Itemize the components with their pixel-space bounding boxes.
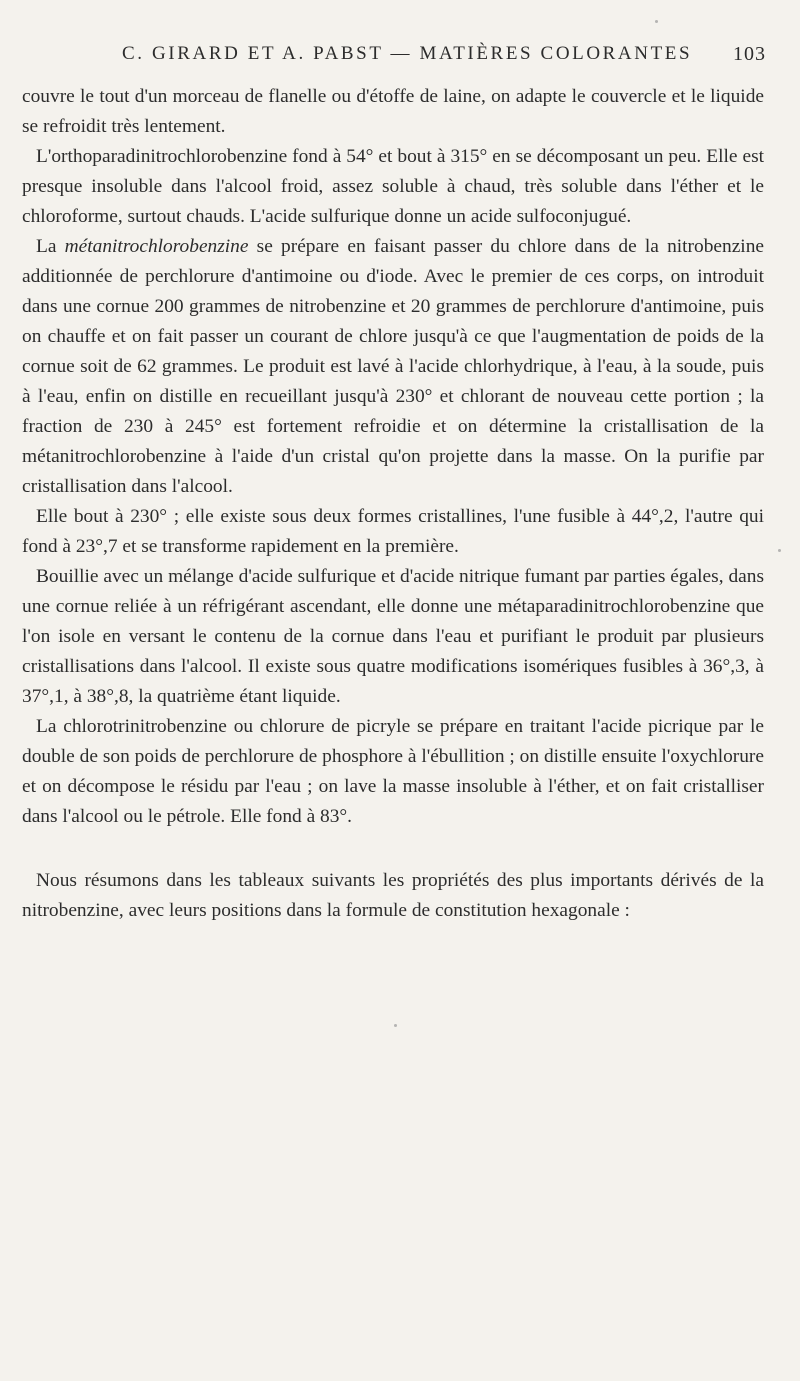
paragraph-metanitrochlorobenzine-preparation (22, 232, 764, 502)
compound-name-italic: métanitrochlorobenzine (64, 236, 249, 257)
paper-speck (655, 20, 658, 23)
paragraph-rest: se prépare en faisant passer du chlore dans de la nitrobenzine additionnée de perchlorure d'antimoine ou d'iode. Avec le premier de ces corps, on introduit dans une cornue 200 grammes de nitrobenzine et 20 grammes de perchlorure d'antimoine, puis on chauffe et on fait passer un courant de chlore jusqu'à ce que l'augmentation de poids de la cornue soit de 62 grammes. Le produit est lavé à l'acide chlorhydrique, à l'eau, à la soude, puis à l'eau, enfin on distille en recueillant jusqu'à 230° et chlorant de nouveau cette portion ; la fraction de 230 à 245° est fortement refroidie et on détermine la cristallisation de la métanitrochlorobenzine à l'aide d'un cristal qu'on projette dans la masse. On la purifie par cristallisation dans l'alcool. (22, 236, 764, 497)
paragraph-summary: Nous résumons dans les tableaux suivants les propriétés des plus importants dérivés de la nitrobenzine, avec leurs positions dans la formule de constitution hexagonale : (22, 870, 764, 921)
body-text (22, 82, 764, 926)
page-number: 103 (733, 43, 766, 65)
paragraph-nitration: Bouillie avec un mélange d'acide sulfurique et d'acide nitrique fumant par parties égales, dans une cornue reliée à un réfrigérant ascendant, elle donne une métaparadinitrochlorobenzine que l'on isole en versant le contenu de la cornue dans l'eau et purifiant le produit par plusieurs cristallisations dans l'alcool. Il existe sous quatre modifications isomériques fusibles à 36°,3, à 37°,1, à 38°,8, la quatrième étant liquide. (22, 566, 764, 707)
running-title: C. GIRARD ET A. PABST — MATIÈRES COLORANTES (122, 43, 693, 64)
paragraph-lead: La (36, 236, 65, 257)
paragraph-boiling-point: Elle bout à 230° ; elle existe sous deux formes cristallines, l'une fusible à 44°,2, l'autre qui fond à 23°,7 et se transforme rapidement en la première. (22, 506, 764, 557)
running-header (22, 43, 766, 73)
paragraph-continuation: couvre le tout d'un morceau de flanelle ou d'étoffe de laine, on adapte le couvercle et le liquide se refroidit très lentement. (22, 86, 764, 137)
paragraph-picryl-chloride: La chlorotrinitrobenzine ou chlorure de picryle se prépare en traitant l'acide picrique par le double de son poids de perchlorure de phosphore à l'ébullition ; on distille ensuite l'oxychlorure et on décompose le résidu par l'eau ; on lave la masse insoluble à l'éther, et on fait cristalliser dans l'alcool ou le pétrole. Elle fond à 83°. (22, 716, 764, 827)
paper-speck (394, 1024, 397, 1027)
paper-speck (778, 549, 781, 552)
paragraph-orthoparadinitrochlorobenzine: L'orthoparadinitrochlorobenzine fond à 54° et bout à 315° en se décomposant un peu. Elle est presque insoluble dans l'alcool froid, assez soluble à chaud, très soluble dans l'éther et le chloroforme, surtout chauds. L'acide sulfurique donne un acide sulfoconjugué. (22, 146, 764, 227)
